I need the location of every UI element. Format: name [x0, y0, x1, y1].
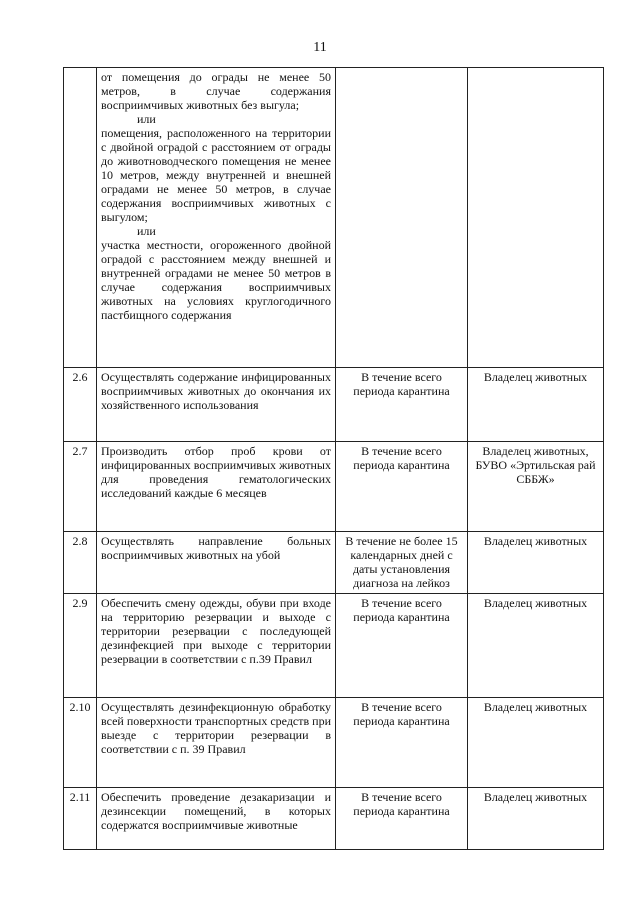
table-row: [64, 368, 604, 442]
row-description: Осуществлять содержание инфицированных восприимчивых животных до окончания их хозяйственного использования: [97, 368, 336, 442]
row-number: 2.11: [64, 788, 97, 850]
row-term: В течение всего периода карантина: [336, 594, 468, 698]
description-part: участка местности, огороженного двойной оградой с расстоянием между внешней и внутренней оградами не менее 50 метров в случае содержания восприимчивых животных на условиях круглогодичного пастбищного содержания: [101, 238, 331, 322]
row-term: В течение всего периода карантина: [336, 788, 468, 850]
row-term: В течение всего периода карантина: [336, 442, 468, 532]
row-number: 2.6: [64, 368, 97, 442]
row-responsible: Владелец животных: [468, 368, 604, 442]
row-description: [97, 68, 336, 368]
row-term: В течение всего периода карантина: [336, 698, 468, 788]
row-description: Осуществлять направление больных восприимчивых животных на убой: [97, 532, 336, 594]
table-row: [64, 788, 604, 850]
row-description: Обеспечить смену одежды, обуви при входе на территорию резервации и выходе с территории резервации с последующей дезинфекцией при выходе с территории резервации в соответствии с п.39 Правил: [97, 594, 336, 698]
row-term: В течение не более 15 календарных дней с даты установления диагноза на лейкоз: [336, 532, 468, 594]
table-row: [64, 442, 604, 532]
table-row: [64, 594, 604, 698]
description-part: помещения, расположенного на территории с двойной оградой с расстоянием от ограды до животноводческого помещения не менее 10 метров, между внутренней и внешней оградами не менее 50 метров, в случае содержания восприимчивых животных с выгулом;: [101, 126, 331, 224]
row-description: Производить отбор проб крови от инфицированных восприимчивых животных для проведения гематологических исследований каждые 6 месяцев: [97, 442, 336, 532]
page-number: 11: [313, 40, 327, 55]
or-separator: или: [137, 224, 156, 238]
row-responsible: Владелец животных: [468, 698, 604, 788]
table-row: [64, 68, 604, 368]
row-description: Обеспечить проведение дезакаризации и дезинсекции помещений, в которых содержатся восприимчивые животные: [97, 788, 336, 850]
row-term: [336, 68, 468, 368]
row-number: 2.8: [64, 532, 97, 594]
row-number: 2.7: [64, 442, 97, 532]
measures-table: [63, 67, 604, 850]
description-part: от помещения до ограды не менее 50 метров, в случае содержания восприимчивых животных без выгула;: [101, 70, 331, 112]
table-row: [64, 532, 604, 594]
row-term: В течение всего периода карантина: [336, 368, 468, 442]
row-responsible: [468, 68, 604, 368]
row-number: [64, 68, 97, 368]
row-description: Осуществлять дезинфекционную обработку всей поверхности транспортных средств при выезде с территории резервации в соответствии с п. 39 Правил: [97, 698, 336, 788]
or-separator: или: [137, 112, 156, 126]
row-number: 2.10: [64, 698, 97, 788]
row-responsible: Владелец животных: [468, 788, 604, 850]
table-row: [64, 698, 604, 788]
row-responsible: Владелец животных: [468, 594, 604, 698]
row-number: 2.9: [64, 594, 97, 698]
row-responsible: Владелец животных: [468, 532, 604, 594]
row-responsible: Владелец животных, БУВО «Эртильская рай СББЖ»: [468, 442, 604, 532]
